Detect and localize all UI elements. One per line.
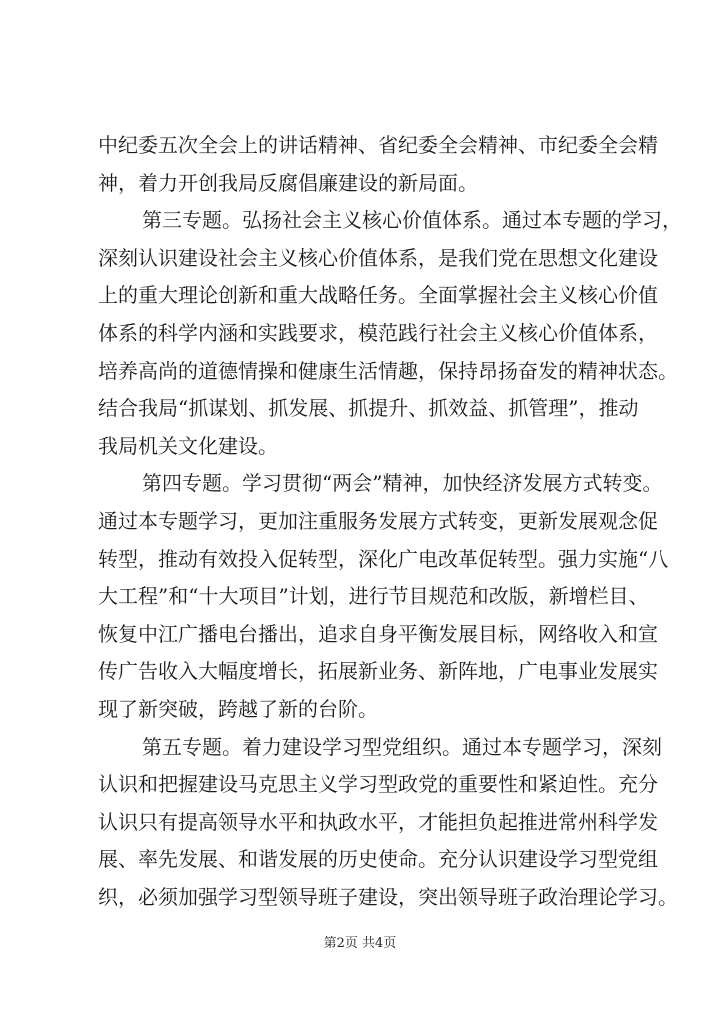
text-line: 展、率先发展、和谐发展的历史使命。充分认识建设学习型党组 (98, 847, 658, 872)
text-line: 神，着力开创我局反腐倡廉建设的新局面。 (98, 170, 478, 195)
paragraph-topic-5 (98, 729, 678, 917)
paragraph-continuation (98, 127, 658, 202)
paragraph-topic-3 (98, 202, 682, 465)
text-line: 第四专题。学习贯彻“两会”精神，加快经济发展方式转变。 (142, 471, 663, 496)
text-line: 通过本专题学习，更加注重服务发展方式转变，更新发展观念促 (98, 508, 658, 533)
text-line: 体系的科学内涵和实践要求，模范践行社会主义核心价值体系， (98, 320, 658, 345)
document-body (98, 127, 682, 916)
paragraph-topic-4 (98, 465, 669, 728)
text-line: 恢复中江广播电台播出，追求自身平衡发展目标，网络收入和宣 (98, 621, 658, 646)
text-line: 第三专题。弘扬社会主义核心价值体系。通过本专题的学习， (142, 208, 682, 233)
text-line: 传广告收入大幅度增长，拓展新业务、新阵地，广电事业发展实 (98, 659, 658, 684)
text-line: 第五专题。着力建设学习型党组织。通过本专题学习，深刻 (142, 734, 662, 759)
text-line: 现了新突破，跨越了新的台阶。 (98, 696, 378, 721)
text-line: 深刻认识建设社会主义核心价值体系，是我们党在思想文化建设 (98, 245, 658, 270)
text-line: 转型，推动有效投入促转型，深化广电改革促转型。强力实施“八 (98, 546, 669, 571)
text-line: 认识只有提高领导水平和执政水平，才能担负起推进常州科学发 (98, 809, 658, 834)
text-line: 结合我局“抓谋划、抓发展、抓提升、抓效益、抓管理”，推动 (98, 396, 639, 421)
text-line: 我局机关文化建设。 (98, 433, 278, 458)
text-line: 大工程”和“十大项目”计划，进行节目规范和改版，新增栏目、 (98, 584, 649, 609)
page-number-indicator: 第2页 共4页 (323, 936, 397, 951)
text-line: 认识和把握建设马克思主义学习型政党的重要性和紧迫性。充分 (98, 772, 658, 797)
text-line: 上的重大理论创新和重大战略任务。全面掌握社会主义核心价值 (98, 283, 658, 308)
text-line: 中纪委五次全会上的讲话精神、省纪委全会精神、市纪委全会精 (98, 133, 658, 157)
text-line: 培养高尚的道德情操和健康生活情趣，保持昂扬奋发的精神状态。 (98, 358, 678, 383)
page-footer (0, 934, 720, 954)
text-line: 织，必须加强学习型领导班子建设，突出领导班子政治理论学习。 (98, 884, 678, 909)
